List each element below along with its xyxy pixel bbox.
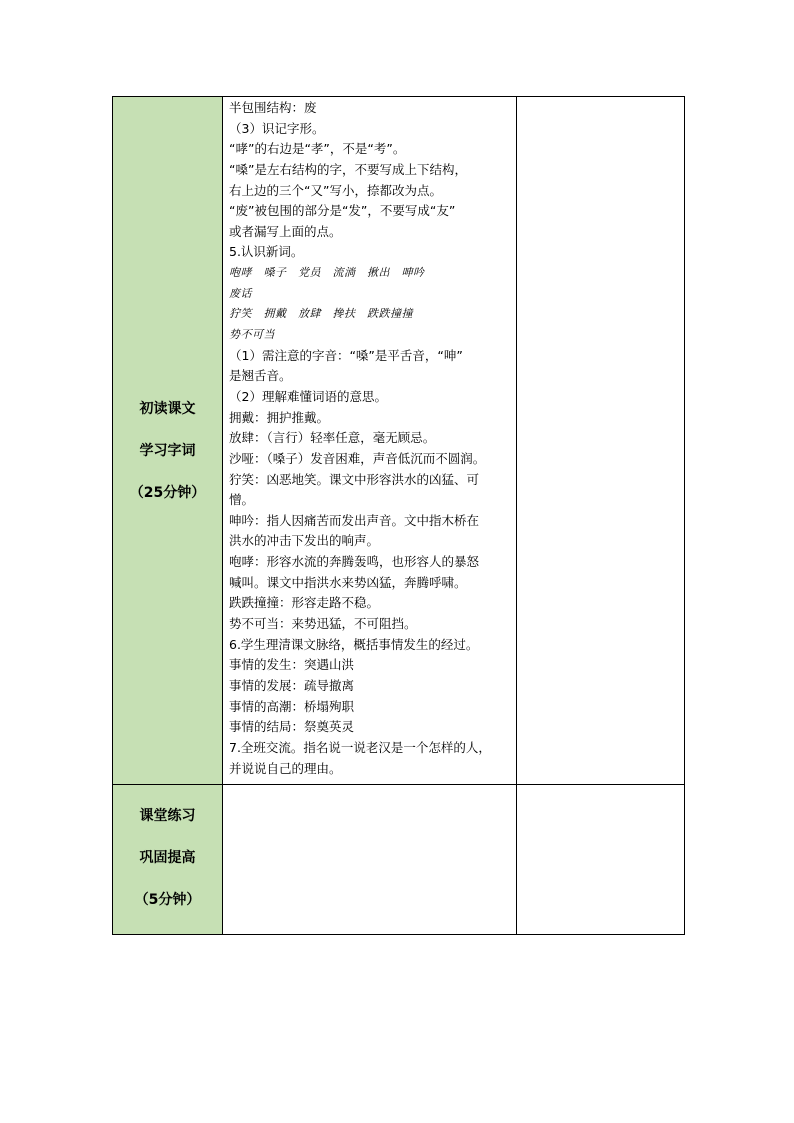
text-line: 喊叫。课文中指洪水来势凶猛，奔腾呼啸。 [229, 574, 467, 590]
text-line: 或者漏写上面的点。 [229, 223, 342, 239]
text-line: 废话 [229, 286, 252, 300]
text-line: 事情的结局：祭奠英灵 [229, 719, 355, 735]
text-line: 右上边的三个“又”写小，捺都改为点。 [229, 182, 442, 198]
text-line: 势不可当：来势迅猛，不可阻挡。 [229, 616, 417, 632]
stage-label-line2: 巩固提高 [139, 850, 196, 866]
text-line: “嗓”是左右结构的字，不要写成上下结构， [229, 161, 467, 177]
text-line: 6.学生理清课文脉络，概括事情发生的经过。 [229, 636, 479, 652]
text-line: 沙哑：（嗓子）发音困难，声音低沉而不圆润。 [229, 450, 486, 466]
text-line: 是翘舌音。 [229, 368, 292, 384]
text-line: 咆哮 嗓子 党员 流淌 揪出 呻吟 [229, 266, 425, 280]
stage-label-cell [113, 97, 223, 784]
text-line: 势不可当 [229, 328, 275, 342]
text-line: 狞笑：凶恶地笑。课文中形容洪水的凶猛、可 [229, 471, 480, 487]
activity-text [229, 98, 513, 779]
text-line: 事情的发展：疏导撤离 [229, 677, 355, 693]
text-line: 半包围结构：废 [229, 100, 317, 115]
text-line: 咆哮：形容水流的奔腾轰鸣，也形容人的暴怒 [229, 554, 480, 570]
text-line: 并说说自己的理由。 [229, 760, 342, 776]
text-line: 事情的高潮：桥塌殉职 [229, 698, 355, 714]
text-line: （2）理解难懂词语的意思。 [229, 388, 387, 404]
text-line: 憎。 [229, 492, 255, 508]
text-line: （1）需注意的字音：“嗓”是平舌音，“呻” [229, 347, 463, 363]
text-line: 5.认识新词。 [229, 244, 304, 260]
text-line: 跌跌撞撞：形容走路不稳。 [229, 595, 380, 611]
stage-label-line2: 学习字词 [139, 443, 196, 459]
stage-label-time: （5分钟） [134, 892, 201, 908]
notes-cell [517, 785, 684, 934]
text-line: 洪水的冲击下发出的响声。 [229, 533, 380, 549]
text-line: 狞笑 拥戴 放肆 搀扶 跌跌撞撞 [229, 307, 413, 321]
text-line: 7.全班交流。指名说一说老汉是一个怎样的人， [229, 739, 491, 755]
text-line: （3）识记字形。 [229, 120, 325, 136]
stage-label-line1: 课堂练习 [139, 808, 196, 824]
stage-label-cell [113, 785, 223, 934]
activity-content-cell [223, 97, 517, 784]
lesson-plan-table [112, 96, 685, 935]
text-line: 拥戴：拥护推戴。 [229, 409, 330, 425]
activity-content-cell [223, 785, 517, 934]
table-row-reading [113, 97, 684, 785]
text-line: “哮”的右边是“孝”，不是“考”。 [229, 141, 406, 157]
text-line: 事情的发生：突遇山洪 [229, 657, 355, 673]
text-line: “废”被包围的部分是“发”，不要写成“友” [229, 203, 456, 219]
stage-label-line1: 初读课文 [139, 401, 196, 417]
stage-label-time: （25分钟） [129, 485, 206, 501]
notes-cell [517, 97, 684, 784]
text-line: 放肆：（言行）轻率任意，毫无顾忌。 [229, 430, 436, 446]
table-row-practice [113, 785, 684, 934]
text-line: 呻吟：指人因痛苦而发出声音。文中指木桥在 [229, 512, 480, 528]
